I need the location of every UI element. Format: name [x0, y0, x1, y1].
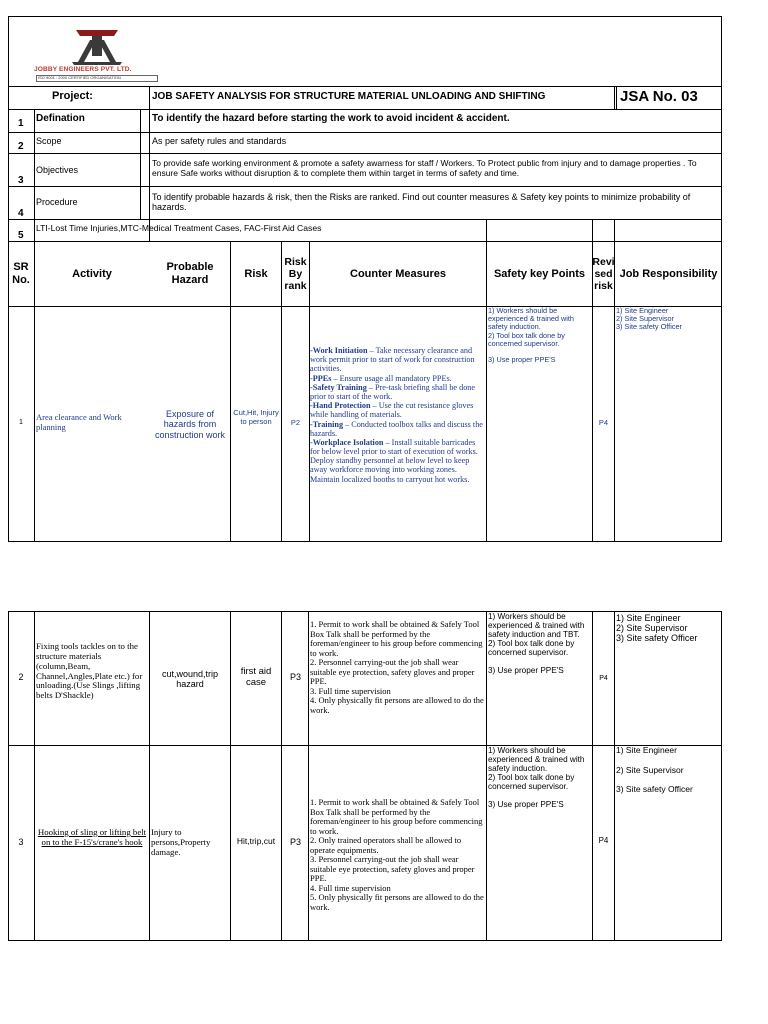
info-label: Scope — [36, 136, 62, 146]
counter-measure-item — [310, 420, 486, 438]
counter-measure-heading: -Training — [310, 419, 344, 429]
row1-counter-measures — [310, 346, 486, 484]
row3-responsibility-2: 2) Site Supervisor — [616, 765, 684, 775]
rule — [8, 153, 722, 154]
row3-safety-points: 1) Workers should be experienced & trained with safety induction. 2) Tool box talk done by concerned supervisor. 3) Use proper PPE'S — [488, 746, 585, 810]
jsa-number: JSA No. 03 — [620, 88, 698, 105]
row3-activity: Hooking of sling or lifting belt on to the F-15's/crane's hook — [37, 827, 147, 847]
row2-responsibility: 1) Site Engineer 2) Site Supervisor 3) Site safety Officer — [616, 613, 698, 644]
counter-measure-item — [310, 346, 486, 374]
info-num: 1 — [18, 118, 24, 129]
rule — [8, 611, 9, 941]
row2-safety-points: 1) Workers should be experienced & trained with safety induction and TBT. 2) Tool box talk done by concerned supervisor. 3) Use proper PPE'S — [488, 612, 585, 676]
row1-safety-points: 1) Workers should be experienced & trained with safety induction. 2) Tool box talk done by concerned supervisor. 3) Use proper PPE'S — [488, 306, 574, 365]
counter-measure-item — [310, 401, 486, 419]
rule — [230, 611, 231, 941]
rule — [8, 186, 722, 187]
counter-measure-text: – Conducted toolbox talks and discuss the hazards. — [310, 419, 483, 438]
info-num: 5 — [18, 230, 24, 241]
row2-activity: Fixing tools tackles on to the structure materials (column,Beam, Channel,Angles,Plate etc.) for unloading.(Use Slings ,lifting belts D'Shackle) — [36, 641, 143, 701]
counter-measure-heading: -Safety Training — [310, 382, 367, 392]
row3-sr: 3 — [18, 837, 24, 847]
info-num: 2 — [18, 141, 24, 152]
info-label: Objectives — [36, 165, 79, 175]
rule — [8, 940, 722, 941]
row2-revised-risk: P4 — [599, 675, 608, 682]
counter-measure-text: – Pre-task briefing shall be done prior to start of the work. — [310, 382, 476, 401]
row3-counter-measures: 1. Permit to work shall be obtained & Safely Tool Box Talk shall be performed by the foreman/engineer to his group before commencing to work. 2. Only trained operators shall be allowed to operate equipments. 3. Personnel carrying-out the job shall wear suitable eye protection, safety gloves and proper PPE. 4. Full time supervision 5. Only physically fit persons are allowed to do the work. — [310, 797, 484, 912]
row3-responsibility-3: 3) Site safety Officer — [616, 784, 693, 794]
row3-risk: Hit,trip,cut — [236, 836, 276, 846]
col-header-sr: SR No. — [12, 261, 30, 286]
counter-measure-item — [310, 438, 486, 484]
info-value: As per safety rules and standards — [152, 136, 287, 146]
counter-measure-item — [310, 383, 486, 401]
row1-sr: 1 — [19, 419, 23, 426]
rule — [8, 109, 722, 110]
row2-risk: first aid case — [240, 666, 272, 688]
row3-hazard: Injury to persons,Property damage. — [151, 827, 211, 857]
rule — [592, 611, 593, 941]
rule — [721, 611, 722, 941]
col-header-risk: Risk — [244, 267, 268, 280]
counter-measure-text: – Take necessary clearance and work permit prior to start of work for construction activities. — [310, 346, 475, 374]
project-title: JOB SAFETY ANALYSIS FOR STRUCTURE MATERIAL UNLOADING AND SHIFTING — [152, 91, 546, 102]
info-num: 4 — [18, 208, 24, 219]
company-name: JOBBY ENGINEERS PVT. LTD. — [34, 66, 132, 73]
rule — [34, 109, 35, 542]
col-header-hazard: Probable Hazard — [166, 261, 214, 286]
counter-measure-text: – Use the cut resistance gloves while handling of materials. — [310, 401, 474, 420]
row2-counter-measures: 1. Permit to work shall be obtained & Safely Tool Box Talk shall be performed by the foreman/engineer to his group before commencing to work. 2. Personnel carrying-out the job shall wear suitable eye protection, safety gloves and proper PPE. 3. Full time supervision 4. Only physically fit persons are allowed to do the work. — [310, 619, 484, 715]
project-label: Project: — [52, 90, 93, 102]
row1-rank: P2 — [290, 418, 301, 427]
row2-hazard: cut,wound,trip hazard — [161, 669, 219, 690]
info-label: LTI-Lost Time Injuries,MTC-Medical Treatment Cases, FAC-First Aid Cases — [36, 223, 322, 233]
info-num: 3 — [18, 175, 24, 186]
info-label: Defination — [36, 113, 85, 124]
rule — [616, 86, 617, 109]
row2-sr: 2 — [18, 672, 24, 682]
row1-hazard: Exposure of hazards from construction work — [154, 409, 226, 440]
rule — [149, 611, 150, 941]
info-value: To identify probable hazards & risk, then the Risks are ranked. Find out counter measures & Safety key points to minimize probability of hazards. — [152, 192, 691, 213]
row1-responsibility: 1) Site Engineer 2) Site Supervisor 3) Site safety Officer — [616, 306, 682, 332]
counter-measure-text: – Ensure usage all mandatory PPEs. — [331, 373, 452, 383]
company-tagline: ISO 9001 : 2000 CERTIFIED ORGANISATION — [36, 75, 158, 82]
rule — [8, 132, 722, 133]
rule — [281, 611, 282, 941]
col-header-counter: Counter Measures — [350, 267, 446, 280]
counter-measure-heading: -Workplace Isolation — [310, 437, 384, 447]
rule — [149, 86, 150, 109]
row1-risk: Cut,Hit, Injury to person — [233, 408, 279, 426]
info-value: To identify the hazard before starting the work to avoid incident & accident. — [152, 113, 510, 124]
info-label: Procedure — [36, 197, 78, 207]
jobby-logo-icon — [34, 26, 160, 66]
row3-responsibility-1: 1) Site Engineer — [616, 745, 677, 755]
rule — [8, 611, 722, 612]
rule — [308, 611, 309, 941]
company-logo — [34, 26, 160, 84]
info-value: To provide safe working environment & promote a safety awarness for staff / Workers. To Protect public from injury and to damage properties . To ensure Safe works without disruption & to complete them within target in terms of safety and time. — [152, 158, 697, 178]
rule — [34, 611, 35, 941]
row2-rank: P3 — [289, 672, 301, 682]
counter-measure-heading: -Hand Protection — [310, 401, 371, 411]
col-header-safety: Safety key Points — [493, 267, 586, 280]
counter-measure-text: – Install suitable barricades for below level prior to start of execution of works. Deploy standby personnel at below level to keep away workforce moving into working zones. Maintain localized booths to carryout hot works. — [310, 437, 478, 484]
counter-measure-heading: -PPEs — [310, 373, 332, 383]
row1-revised-risk: P4 — [598, 418, 609, 427]
counter-measure-item — [310, 374, 486, 383]
rule — [140, 109, 141, 219]
rule — [614, 86, 615, 109]
col-header-rank: Risk By rank — [284, 255, 307, 293]
row3-revised-risk: P4 — [598, 836, 609, 845]
col-header-activity: Activity — [72, 267, 112, 280]
rule — [486, 611, 487, 941]
counter-measure-heading: -Work Initiation — [310, 346, 368, 355]
rule — [149, 109, 150, 242]
row3-rank: P3 — [289, 837, 301, 847]
row1-activity: Area clearance and Work planning — [36, 412, 122, 432]
rule — [614, 611, 615, 941]
rule — [8, 745, 722, 746]
rule — [8, 306, 722, 307]
col-header-responsibility: Job Responsibility — [619, 267, 718, 280]
col-header-revised: Revi sed risk — [592, 255, 615, 293]
